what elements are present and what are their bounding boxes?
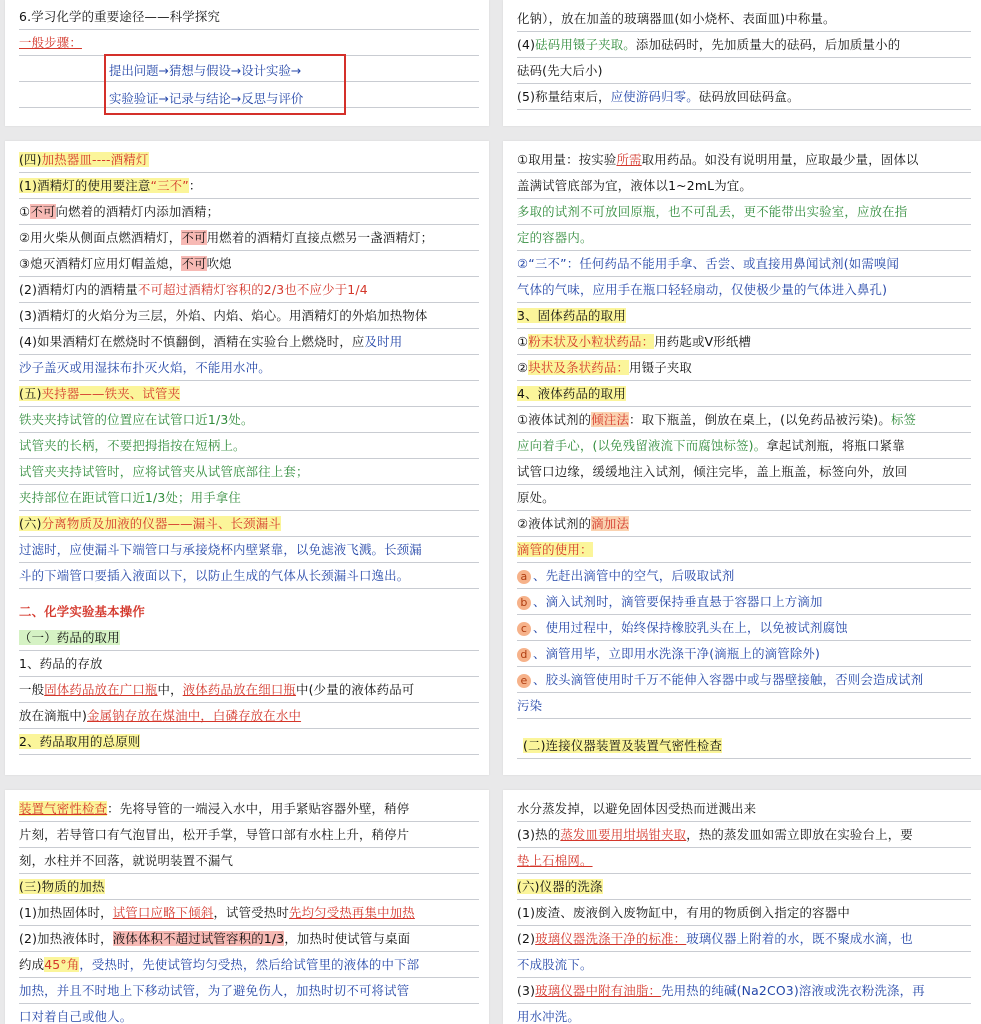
card-title: 6.学习化学的重要途径——科学探究 — [19, 9, 221, 24]
note-text: ① — [19, 204, 31, 219]
note-text: 水分蒸发掉，以避免固体因受热而迸溅出来 — [517, 801, 757, 816]
note-text: 、胶头滴管使用时千万不能伸入容器中或与器壁接触，否则会造成试剂 — [533, 672, 924, 687]
note-text: (3)热的 — [517, 827, 561, 842]
note-text: (5)称量结束后， — [517, 89, 611, 104]
steps-line-1: 提出问题→猜想与假设→设计实验→ — [109, 63, 302, 78]
note-line — [517, 225, 971, 251]
bullet-marker: e — [517, 674, 531, 688]
note-text: 所需 — [616, 152, 642, 167]
note-text: 用镊子夹取 — [629, 360, 692, 375]
chapter-heading: 二、化学实验基本操作 — [19, 604, 145, 619]
note-line — [19, 978, 479, 1004]
note-card-weighing — [503, 0, 981, 126]
note-text: 污染 — [517, 698, 543, 713]
note-line — [517, 615, 971, 641]
note-line — [19, 1004, 479, 1024]
note-card-evaporation-washing — [503, 790, 981, 1024]
note-line — [517, 900, 971, 926]
note-text: ：先将导管的一端浸入水中，用手紧贴容器外壁，稍停 — [107, 801, 410, 816]
note-text: 金属钠存放在煤油中，白磷存放在水中 — [87, 708, 302, 723]
section-heading: 加热器皿----酒精灯 — [41, 152, 149, 167]
note-line — [19, 703, 479, 729]
note-line — [517, 251, 971, 277]
note-card-reagent-use — [503, 141, 981, 775]
note-text: ：取下瓶盖，倒放在桌上，(以免药品被污染)。 — [629, 412, 891, 427]
bullet-marker: d — [517, 648, 531, 662]
note-line — [19, 848, 479, 874]
note-line — [517, 667, 971, 693]
note-line — [517, 32, 971, 58]
note-text: ① — [517, 334, 529, 349]
note-text: 、使用过程中，始终保持橡胶乳头在上，以免被试剂腐蚀 — [533, 620, 848, 635]
note-text: ，试管受热时 — [213, 905, 289, 920]
section-heading: (六)仪器的洗涤 — [517, 879, 603, 894]
note-text: 玻璃仪器上附着的水，既不聚成水滴，也 — [686, 931, 913, 946]
bullet-marker: b — [517, 596, 531, 610]
note-line — [19, 433, 479, 459]
note-text: ③熄灭酒精灯应用灯帽盖熄， — [19, 256, 182, 271]
note-text: “三不” — [150, 178, 189, 193]
note-line — [517, 537, 971, 563]
note-text: 标签 — [890, 412, 917, 427]
note-card-scientific-inquiry — [5, 0, 489, 126]
note-text: ② — [517, 360, 529, 375]
note-text: 滴加法 — [591, 516, 630, 531]
note-line — [517, 511, 971, 537]
note-text: 化钠），放在加盖的玻璃器皿(如小烧杯、表面皿)中称量。 — [517, 11, 836, 26]
note-text: 先均匀受热再集中加热 — [288, 905, 415, 920]
note-text: ： — [188, 178, 202, 193]
note-line — [19, 796, 479, 822]
section-heading: 分离物质及加液的仪器——漏斗、长颈漏斗 — [41, 516, 281, 531]
note-line — [19, 459, 479, 485]
note-text: 不可 — [30, 204, 56, 219]
steps-line-2: 实验验证→记录与结论→反思与评价 — [109, 91, 304, 106]
note-line — [19, 952, 479, 978]
note-line — [19, 30, 479, 56]
note-text: 一般 — [19, 682, 45, 697]
note-line — [517, 589, 971, 615]
note-text: 中， — [157, 682, 183, 697]
note-text: 不可 — [181, 256, 207, 271]
note-text: 试管口边缘，缓缓地注入试剂，倾注完毕，盖上瓶盖，标签向外，放回 — [517, 464, 908, 479]
note-text: ，受热时，先使试管均匀受热，然后给试管里的液体的中下部 — [79, 957, 420, 972]
note-text: (3) — [517, 983, 536, 998]
note-line — [19, 563, 479, 589]
note-line — [517, 199, 971, 225]
note-text: (2)加热液体时， — [19, 931, 113, 946]
note-line — [19, 355, 479, 381]
note-line — [19, 874, 479, 900]
note-line — [517, 693, 971, 719]
note-line — [19, 225, 479, 251]
note-text: ①液体试剂的 — [517, 412, 592, 427]
note-text: 、先赶出滴管中的空气，后吸取试剂 — [533, 568, 735, 583]
note-text: ②液体试剂的 — [517, 516, 592, 531]
note-line — [517, 147, 971, 173]
note-line — [517, 641, 971, 667]
note-line — [19, 537, 479, 563]
note-line — [517, 822, 971, 848]
note-text: 砝码用镊子夹取。 — [535, 37, 636, 52]
note-line — [517, 84, 971, 110]
note-text: 蒸发皿要用坩埚钳夹取 — [560, 827, 687, 842]
section-heading: 夹持器——铁夹、试管夹 — [41, 386, 181, 401]
note-text: (六) — [19, 516, 42, 531]
note-line — [19, 599, 479, 625]
note-line — [19, 251, 479, 277]
note-text: 粉末状及小粒状药品： — [528, 334, 655, 349]
note-line — [19, 926, 479, 952]
note-line — [517, 796, 971, 822]
note-text: 用水冲洗。 — [517, 1009, 580, 1024]
note-text: (1)加热固体时， — [19, 905, 113, 920]
note-line — [19, 381, 479, 407]
note-text: (4)如果酒精灯在燃烧时不慎翻倒，酒精在实验台上燃烧时，应 — [19, 334, 365, 349]
note-line — [19, 407, 479, 433]
section-heading: 3、固体药品的取用 — [517, 308, 626, 323]
note-text: 拿起试剂瓶，将瓶口紧靠 — [766, 438, 905, 453]
note-text: 口对着自己或他人。 — [19, 1009, 133, 1024]
note-text: 吹熄 — [206, 256, 232, 271]
note-line — [517, 381, 971, 407]
section-heading: （一）药品的取用 — [19, 630, 120, 645]
note-text: 应使游码归零。 — [610, 89, 699, 104]
note-text: 砝码放回砝码盒。 — [698, 89, 800, 104]
note-text: 不成股流下。 — [517, 957, 593, 972]
note-line — [19, 277, 479, 303]
note-line — [517, 303, 971, 329]
note-text: 取用药品。如没有说明用量，应取最少量，固体以 — [641, 152, 919, 167]
note-text: 向燃着的酒精灯内添加酒精； — [55, 204, 220, 219]
section-heading: 4、液体药品的取用 — [517, 386, 626, 401]
note-text: (1)废渣、废液倒入废物缸中，有用的物质倒入指定的容器中 — [517, 905, 850, 920]
note-text: 、滴管用毕，立即用水洗涤干净(滴瓶上的滴管除外) — [533, 646, 821, 661]
note-line — [517, 848, 971, 874]
note-text: 试管夹的长柄，不要把拇指按在短柄上。 — [19, 438, 246, 453]
note-line — [517, 355, 971, 381]
note-text: 定的容器内。 — [517, 230, 593, 245]
section-heading: 滴管的使用： — [517, 542, 593, 557]
note-text: (四) — [19, 152, 42, 167]
note-text: 刻，水柱并不回落，就说明装置不漏气 — [19, 853, 234, 868]
note-text: 气体的气味，应用手在瓶口轻轻扇动，仅使极少量的气体进入鼻孔) — [517, 282, 888, 297]
section-heading: (三)物质的加热 — [19, 879, 105, 894]
note-text: 应向着手心，(以免残留液流下而腐蚀标签)。 — [517, 438, 767, 453]
note-text: 过滤时，应使漏斗下端管口与承接烧杯内壁紧靠，以免滤液飞溅。长颈漏 — [19, 542, 422, 557]
note-line — [517, 58, 971, 84]
note-text: 先用热的纯碱(Na2CO3)溶液或洗衣粉洗涤，再 — [661, 983, 925, 998]
note-line — [517, 874, 971, 900]
note-line — [517, 329, 971, 355]
note-line — [517, 277, 971, 303]
note-text: ②用火柴从侧面点燃酒精灯， — [19, 230, 182, 245]
note-text: (2) — [517, 931, 536, 946]
note-text: 固体药品放在广口瓶 — [44, 682, 158, 697]
note-text: 用燃着的酒精灯直接点燃另一盏酒精灯； — [206, 230, 434, 245]
note-text: 约成 — [19, 957, 45, 972]
note-line — [19, 822, 479, 848]
note-line — [517, 433, 971, 459]
section-heading: (二)连接仪器装置及装置气密性检查 — [523, 738, 722, 753]
note-line — [19, 303, 479, 329]
note-text: (五) — [19, 386, 42, 401]
note-line — [19, 651, 479, 677]
note-text: 装置气密性检查 — [19, 801, 108, 816]
note-text: 玻璃仪器洗涤干净的标准： — [535, 931, 687, 946]
note-text: 盖满试管底部为宜，液体以1~2mL为宜。 — [517, 178, 752, 193]
note-text: (2)酒精灯内的酒精量 — [19, 282, 138, 297]
note-text: 玻璃仪器中附有油脂： — [535, 983, 662, 998]
note-line — [19, 625, 479, 651]
note-line — [517, 978, 971, 1004]
note-text: 45°角 — [44, 957, 80, 972]
note-text: 块状及条状药品： — [528, 360, 630, 375]
note-text: 中(少量的液体药品可 — [296, 682, 415, 697]
note-text: 液体药品放在细口瓶 — [182, 682, 297, 697]
note-text: 夹持部位在距试管口近1/3处；用手拿住 — [19, 490, 241, 505]
note-line — [19, 677, 479, 703]
note-line — [19, 199, 479, 225]
note-line — [517, 6, 971, 32]
note-text: 原处。 — [517, 490, 555, 505]
note-text: 用药匙或V形纸槽 — [654, 334, 752, 349]
note-text: 倾注法 — [591, 412, 630, 427]
note-text: 垫上石棉网。 — [517, 853, 593, 868]
note-line — [19, 511, 479, 537]
note-line — [517, 733, 971, 759]
section-heading: 2、药品取用的总原则 — [19, 734, 141, 749]
note-text: 液体体积不超过试管容积的1/3 — [112, 931, 285, 946]
note-text: 不可 — [181, 230, 207, 245]
note-text: 砝码(先大后小) — [517, 63, 603, 78]
note-line — [19, 729, 479, 755]
note-line — [517, 952, 971, 978]
note-text: 1、药品的存放 — [19, 656, 103, 671]
note-text: 添加砝码时，先加质量大的砝码，后加质量小的 — [635, 37, 901, 52]
note-card-heating — [5, 790, 489, 1024]
note-text: 铁夹夹持试管的位置应在试管口近1/3处。 — [19, 412, 254, 427]
note-line — [517, 485, 971, 511]
note-text: 片刻，若导管口有气泡冒出，松开手掌，导管口部有水柱上升，稍停片 — [19, 827, 410, 842]
note-line — [19, 485, 479, 511]
note-text: 斗的下端管口要插入液面以下，以防止生成的气体从长颈漏斗口逸出。 — [19, 568, 410, 583]
note-text: ，热的蒸发皿如需立即放在实验台上，要 — [686, 827, 913, 842]
note-text: 、滴入试剂时，滴管要保持垂直悬于容器口上方滴加 — [533, 594, 823, 609]
note-text: 试管口应略下倾斜 — [112, 905, 214, 920]
note-text: ②“三不”：任何药品不能用手拿、舌尝、或直接用鼻闻试剂(如需嗅闻 — [517, 256, 900, 271]
note-text: 多取的试剂不可放回原瓶，也不可乱丢，更不能带出实验室，应放在指 — [517, 204, 908, 219]
note-text: 放在滴瓶中) — [19, 708, 87, 723]
note-text: 试管夹夹持试管时，应将试管夹从试管底部往上套； — [19, 464, 309, 479]
note-line — [517, 407, 971, 433]
note-text: 加热，并且不时地上下移动试管，为了避免伤人，加热时切不可将试管 — [19, 983, 410, 998]
note-line — [517, 1004, 971, 1024]
steps-highlight-box — [104, 54, 346, 115]
note-text: 不可超过酒精灯容积的2/3也不应少于1/4 — [137, 282, 368, 297]
note-text: (3)酒精灯的火焰分为三层，外焰、内焰、焰心。用酒精灯的外焰加热物体 — [19, 308, 428, 323]
note-text: 及时用 — [364, 334, 403, 349]
note-line — [19, 900, 479, 926]
note-text: ①取用量：按实验 — [517, 152, 617, 167]
bullet-marker: a — [517, 570, 531, 584]
note-line — [517, 459, 971, 485]
note-line — [19, 4, 479, 30]
note-text: 沙子盖灭或用湿抹布扑灭火焰，不能用水冲。 — [19, 360, 271, 375]
note-text: (4) — [517, 37, 536, 52]
note-line — [19, 173, 479, 199]
note-line — [517, 173, 971, 199]
note-line — [517, 563, 971, 589]
note-text: ，加热时使试管与桌面 — [284, 931, 411, 946]
steps-label: 一般步骤： — [19, 35, 82, 50]
note-card-alcohol-lamp — [5, 141, 489, 775]
note-text: (1)酒精灯的使用要注意 — [19, 178, 151, 193]
bullet-marker: c — [517, 622, 531, 636]
note-line — [19, 329, 479, 355]
note-line — [19, 147, 479, 173]
note-line — [517, 926, 971, 952]
